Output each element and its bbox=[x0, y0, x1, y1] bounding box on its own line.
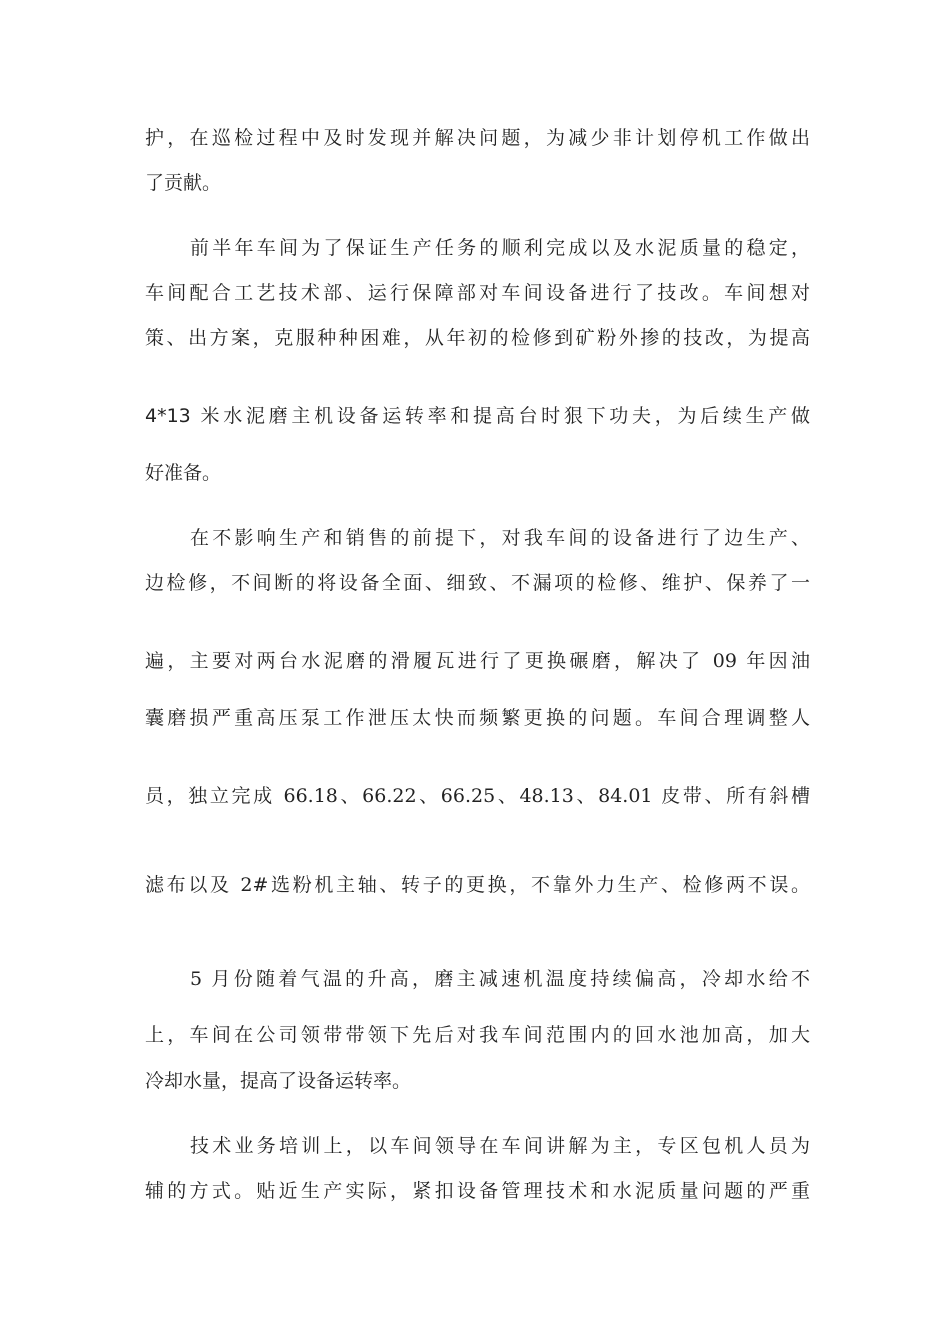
paragraph-line: 囊磨损严重高压泵工作泄压太快而频繁更换的问题。车间合理调整人 bbox=[145, 707, 810, 729]
paragraph-line: 车间配合工艺技术部、运行保障部对车间设备进行了技改。车间想对 bbox=[145, 282, 810, 304]
paragraph-line: 好准备。 bbox=[145, 462, 222, 484]
paragraph-line: 了贡献。 bbox=[145, 172, 222, 194]
paragraph-line: 边检修，不间断的将设备全面、细致、不漏项的检修、维护、保养了一 bbox=[145, 572, 810, 594]
paragraph-line: 在不影响生产和销售的前提下，对我车间的设备进行了边生产、 bbox=[190, 527, 810, 549]
paragraph-line: 冷却水量，提高了设备运转率。 bbox=[145, 1070, 412, 1092]
paragraph-line: 4*13 米水泥磨主机设备运转率和提高台时狠下功夫，为后续生产做 bbox=[145, 405, 810, 427]
paragraph-line: 5 月份随着气温的升高，磨主减速机温度持续偏高，冷却水给不 bbox=[190, 968, 810, 990]
paragraph-line: 技术业务培训上，以车间领导在车间讲解为主，专区包机人员为 bbox=[190, 1135, 810, 1157]
paragraph-line: 滤布以及 2#选粉机主轴、转子的更换，不靠外力生产、检修两不误。 bbox=[145, 874, 810, 896]
paragraph-line: 前半年车间为了保证生产任务的顺利完成以及水泥质量的稳定， bbox=[190, 237, 810, 259]
paragraph-line: 策、出方案，克服种种困难，从年初的检修到矿粉外掺的技改，为提高 bbox=[145, 327, 810, 349]
paragraph-line: 上，车间在公司领带带领下先后对我车间范围内的回水池加高，加大 bbox=[145, 1024, 810, 1046]
paragraph-line: 辅的方式。贴近生产实际，紧扣设备管理技术和水泥质量问题的严重 bbox=[145, 1180, 810, 1202]
paragraph-line: 遍，主要对两台水泥磨的滑履瓦进行了更换碾磨，解决了 09 年因油 bbox=[145, 650, 810, 672]
paragraph-line: 护，在巡检过程中及时发现并解决问题，为减少非计划停机工作做出 bbox=[145, 127, 810, 149]
paragraph-line: 员，独立完成 66.18、66.22、66.25、48.13、84.01 皮带、所有斜槽 bbox=[145, 785, 810, 807]
